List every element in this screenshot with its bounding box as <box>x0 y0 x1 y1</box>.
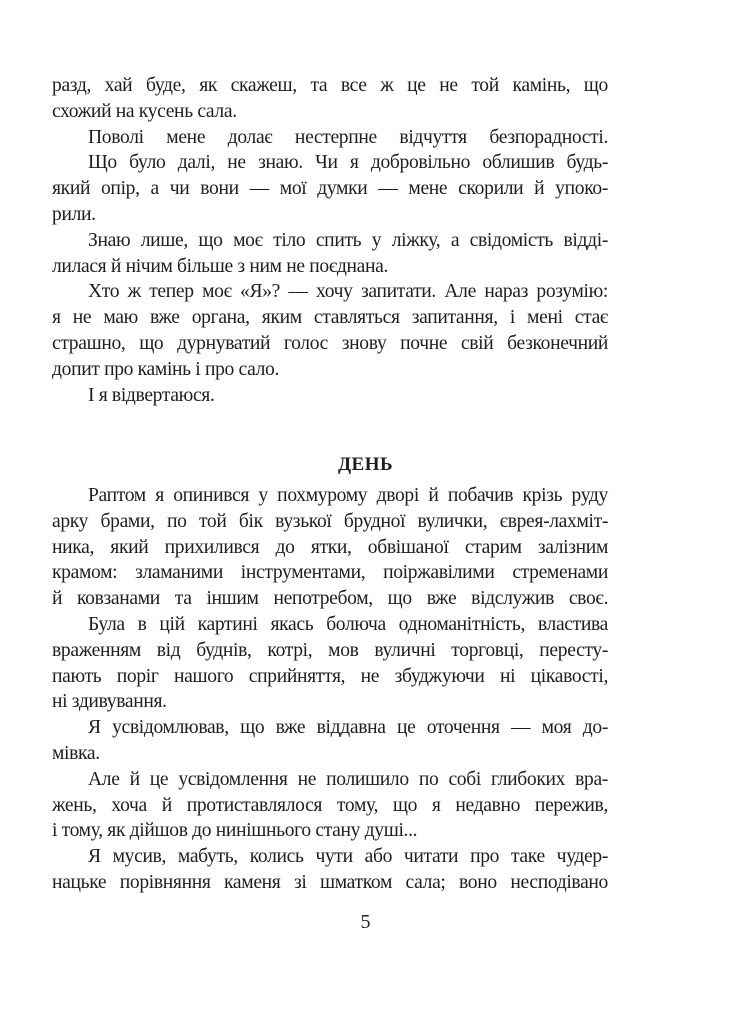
text-line: арку брами, по той бік вузької брудної вулички, єврея-лахміт- <box>52 510 608 532</box>
text-line: який опір, а чи вони — мої думки — мене скорили й упоко- <box>52 178 608 200</box>
text-block-top <box>52 73 608 408</box>
text-line: Я мусив, мабуть, колись чути або читати про таке чудер- <box>88 846 608 868</box>
text-line: й ковзанами та іншим непотребом, що вже відслужив своє. <box>52 588 608 610</box>
text-line: і тому, як дійшов до нинішнього стану душі... <box>52 820 418 842</box>
text-line: Що було далі, не знаю. Чи я добровільно облишив будь- <box>88 152 608 174</box>
text-line: ні здивування. <box>52 691 167 713</box>
text-line: рили. <box>52 203 96 225</box>
page-number: 5 <box>360 911 371 933</box>
text-line: враженням від буднів, котрі, мов вуличні торговці, пересту- <box>52 639 608 661</box>
text-line: Але й це усвідомлення не полишило по собі глибоких вра- <box>88 768 608 790</box>
text-line: І я відвертаюся. <box>88 384 215 406</box>
text-line: Хто ж тепер моє «Я»? — хочу запитати. Але нараз розумію: <box>88 281 608 303</box>
text-line: ника, який прихилився до ятки, обвішаної старим залізним <box>52 536 608 558</box>
text-line: страшно, що дурнуватий голос знову почне свій безконечний <box>52 332 608 354</box>
text-line: мівка. <box>52 742 100 764</box>
text-line: Знаю лише, що моє тіло спить у ліжку, а свідомість відді- <box>88 229 608 251</box>
text-line: лилася й нічим більше з ним не поєднана. <box>52 255 389 277</box>
text-line: Поволі мене долає нестерпне відчуття безпорадності. <box>88 126 608 148</box>
text-block-bottom <box>52 483 608 896</box>
text-line: пають поріг нашого сприйняття, не збуджуючи ні цікавості, <box>52 665 608 687</box>
text-line: Раптом я опинився у похмурому дворі й побачив крізь руду <box>88 485 608 506</box>
text-line: допит про камінь і про сало. <box>52 358 280 380</box>
text-line: схожий на кусень сала. <box>52 100 237 122</box>
text-line: жень, хоча й протиставлялося тому, що я недавно пережив, <box>52 794 608 816</box>
chapter-heading: ДЕНЬ <box>337 454 394 475</box>
text-line: я не маю вже органа, яким ставляться запитання, і мені стає <box>52 307 608 329</box>
text-line: Я усвідомлював, що вже віддавна це оточення — моя до- <box>88 717 608 739</box>
text-line: крамом: зламаними інструментами, поіржавілими стременами <box>52 562 608 584</box>
text-line: нацьке порівняння каменя зі шматком сала; воно несподівано <box>52 871 608 893</box>
text-line: разд, хай буде, як скажеш, та все ж це не той камінь, що <box>52 75 608 96</box>
text-line: Була в цій картині якась болюча одноманітність, властива <box>88 613 608 635</box>
